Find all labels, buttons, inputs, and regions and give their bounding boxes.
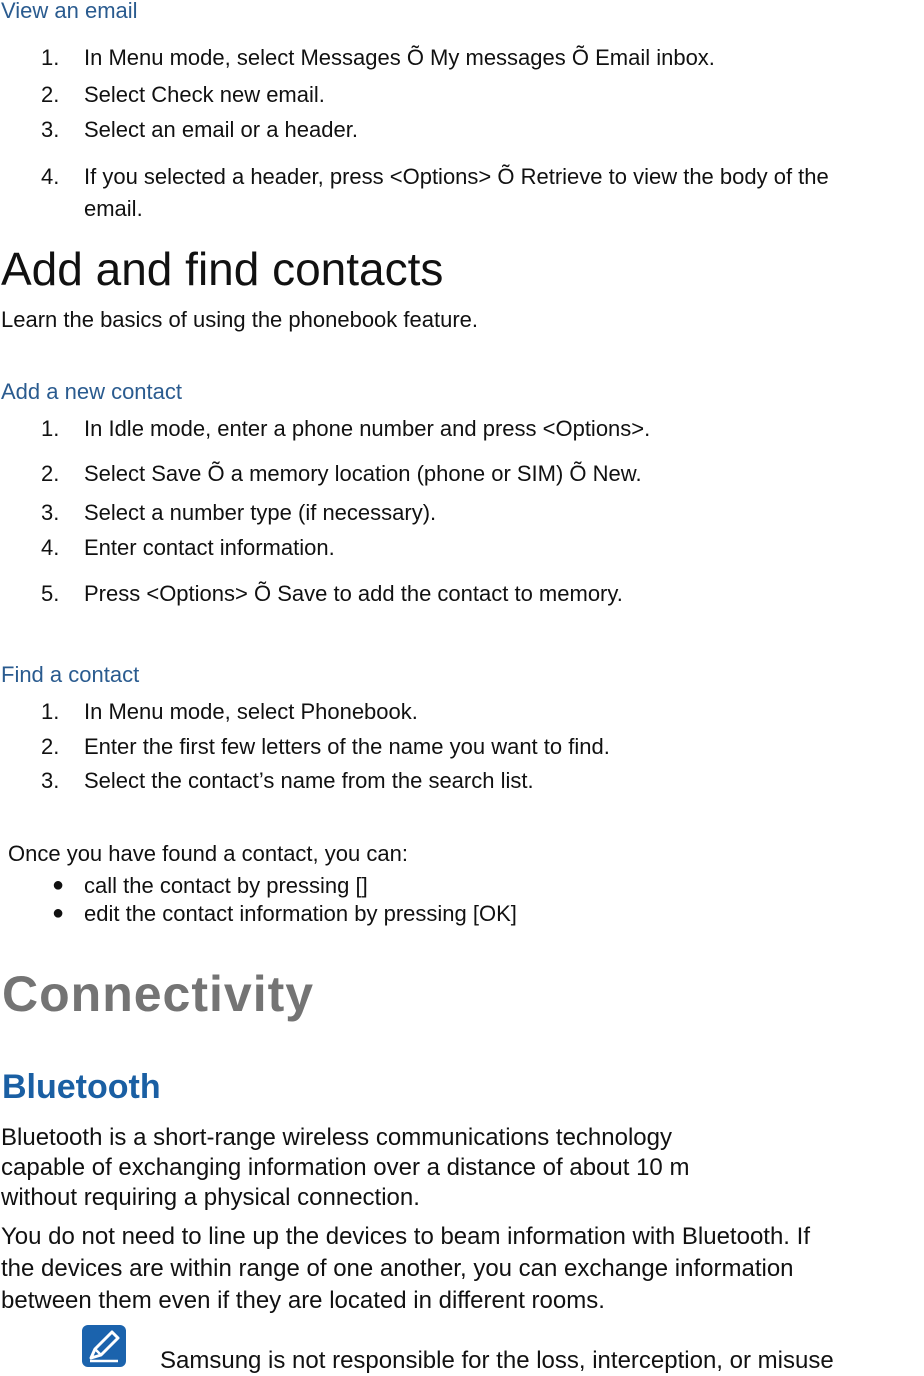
find-contact-heading: Find a contact — [1, 662, 140, 687]
bluetooth-para-line: without requiring a physical connection. — [1, 1184, 420, 1211]
find-contact-step-text: Select the contact’s name from the search list. — [84, 768, 534, 793]
view-email-step-text: Select an email or a header. — [84, 117, 358, 142]
view-email-step-num: 3. — [41, 117, 60, 142]
find-contact-step-num: 1. — [41, 699, 60, 724]
bluetooth-para-line: Bluetooth is a short-range wireless communications technology — [1, 1124, 673, 1151]
view-email-step-num: 2. — [41, 82, 60, 107]
add-contact-step-num: 5. — [41, 581, 60, 606]
chapter-title: Connectivity — [2, 966, 315, 1022]
add-contact-step-text: Press <Options> Õ Save to add the contact to memory. — [84, 581, 623, 606]
bluetooth-para-line: You do not need to line up the devices to beam information with Bluetooth. If — [1, 1223, 810, 1250]
bluetooth-heading: Bluetooth — [2, 1068, 161, 1106]
note-text: Samsung is not responsible for the loss, interception, or misuse — [160, 1347, 834, 1374]
view-email-step-num: 4. — [41, 164, 60, 189]
view-email-step-text-cont: email. — [84, 196, 143, 221]
add-contact-step-text: Enter contact information. — [84, 535, 335, 560]
find-contact-step-text: In Menu mode, select Phonebook. — [84, 699, 418, 724]
add-contact-step-text: Select Save Õ a memory location (phone or SIM) Õ New. — [84, 461, 642, 486]
view-email-heading: View an email — [1, 0, 138, 23]
section-intro: Learn the basics of using the phonebook feature. — [1, 307, 479, 332]
view-email-step-text: Select Check new email. — [84, 82, 325, 107]
bluetooth-para-line: between them even if they are located in different rooms. — [1, 1287, 605, 1314]
add-contact-step-text: Select a number type (if necessary). — [84, 500, 437, 525]
pencil-note-icon — [82, 1325, 126, 1367]
add-contact-step-num: 4. — [41, 535, 60, 560]
add-contact-heading: Add a new contact — [1, 379, 183, 404]
find-contact-step-num: 2. — [41, 734, 60, 759]
view-email-step-text: If you selected a header, press <Options> Õ Retrieve to view the body of the — [84, 164, 829, 189]
bullet-icon: ● — [52, 874, 65, 896]
add-contact-step-num: 1. — [41, 416, 60, 441]
add-contact-step-num: 2. — [41, 461, 60, 486]
add-contact-step-num: 3. — [41, 500, 60, 525]
view-email-step-text: In Menu mode, select Messages Õ My messages Õ Email inbox. — [84, 45, 715, 70]
bullet-item: edit the contact information by pressing [OK] — [84, 901, 517, 926]
view-email-step-num: 1. — [41, 45, 60, 70]
find-contact-step-text: Enter the first few letters of the name you want to find. — [84, 734, 610, 759]
add-contact-step-text: In Idle mode, enter a phone number and press <Options>. — [84, 416, 651, 441]
find-contact-step-num: 3. — [41, 768, 60, 793]
once-found-text: Once you have found a contact, you can: — [8, 841, 408, 866]
section-title: Add and find contacts — [1, 243, 444, 295]
bluetooth-para-line: capable of exchanging information over a distance of about 10 m — [1, 1154, 690, 1181]
bluetooth-para-line: the devices are within range of one another, you can exchange information — [1, 1255, 794, 1282]
bullet-icon: ● — [52, 902, 65, 924]
bullet-item: call the contact by pressing [] — [84, 873, 368, 898]
